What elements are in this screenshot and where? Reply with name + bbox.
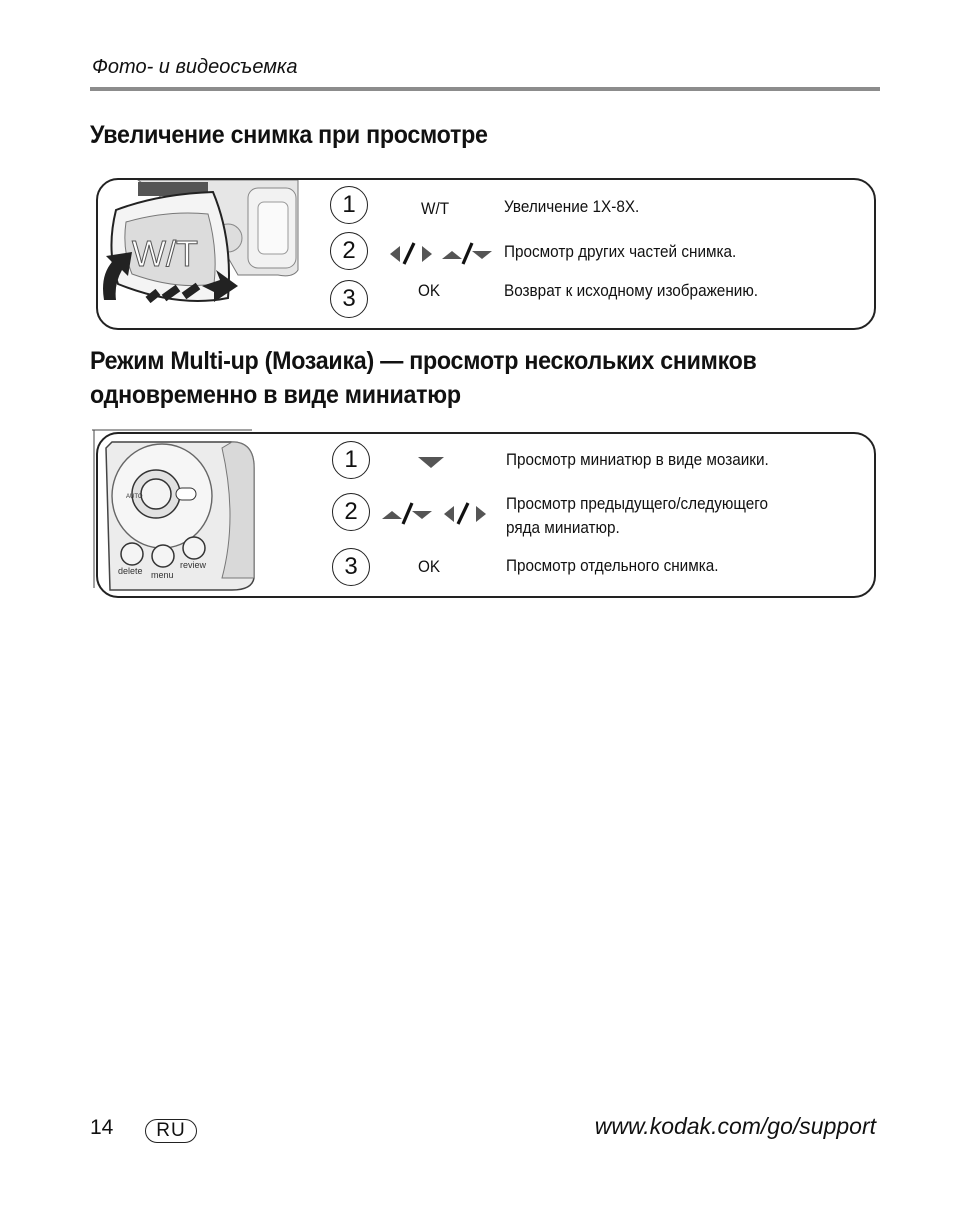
mosaic-step2-description-line2: ряда миниатюр. <box>506 518 620 537</box>
left-right-arrow-icon <box>442 500 488 528</box>
step2-description: Просмотр других частей снимка. <box>504 242 737 261</box>
up-down-arrow-icon <box>380 500 434 528</box>
delete-button-label: delete <box>118 566 143 576</box>
down-arrow-icon <box>416 454 446 470</box>
mosaic-step2-keys <box>380 500 488 528</box>
step3-number: 3 <box>330 280 368 318</box>
mode-auto-label: AUTO <box>126 494 143 500</box>
step3-description: Возврат к исходному изображению. <box>504 281 759 300</box>
camera-back-illustration <box>92 428 264 594</box>
left-right-arrow-icon <box>388 240 434 268</box>
mosaic-step1-keys <box>416 454 446 470</box>
step1-number: 1 <box>330 186 368 224</box>
section2-title-line2: одновременно в виде миниатюр <box>90 381 461 409</box>
lever-wt-label: W/T <box>132 233 198 274</box>
up-down-arrow-icon <box>440 240 494 268</box>
step2-number: 2 <box>330 232 368 270</box>
header-rule <box>90 87 880 91</box>
mosaic-step1-description: Просмотр миниатюр в виде мозаики. <box>506 450 769 469</box>
step3-key: OK <box>418 281 441 300</box>
running-header: Фото- и видеосъемка <box>92 56 298 78</box>
menu-button-label: menu <box>151 570 174 580</box>
support-url[interactable]: www.kodak.com/go/support <box>594 1113 876 1139</box>
review-button-label: review <box>180 560 207 570</box>
page-number: 14 <box>90 1116 114 1139</box>
section1-title: Увеличение снимка при просмотре <box>90 121 488 149</box>
step1-description: Увеличение 1X-8X. <box>504 197 640 216</box>
mosaic-step3-description: Просмотр отдельного снимка. <box>506 556 719 575</box>
language-badge: RU <box>145 1119 197 1143</box>
section2-title-line1: Режим Multi-up (Мозаика) — просмотр нескольких снимков <box>90 347 757 375</box>
mosaic-step3-key: OK <box>418 557 441 576</box>
mosaic-step2-description-line1: Просмотр предыдущего/следующего <box>506 494 769 513</box>
zoom-lever-illustration <box>98 180 308 324</box>
mosaic-step1-number: 1 <box>332 441 370 479</box>
step1-key: W/T <box>421 199 450 218</box>
mosaic-step3-number: 3 <box>332 548 370 586</box>
mosaic-step2-number: 2 <box>332 493 370 531</box>
step2-keys <box>388 240 494 268</box>
